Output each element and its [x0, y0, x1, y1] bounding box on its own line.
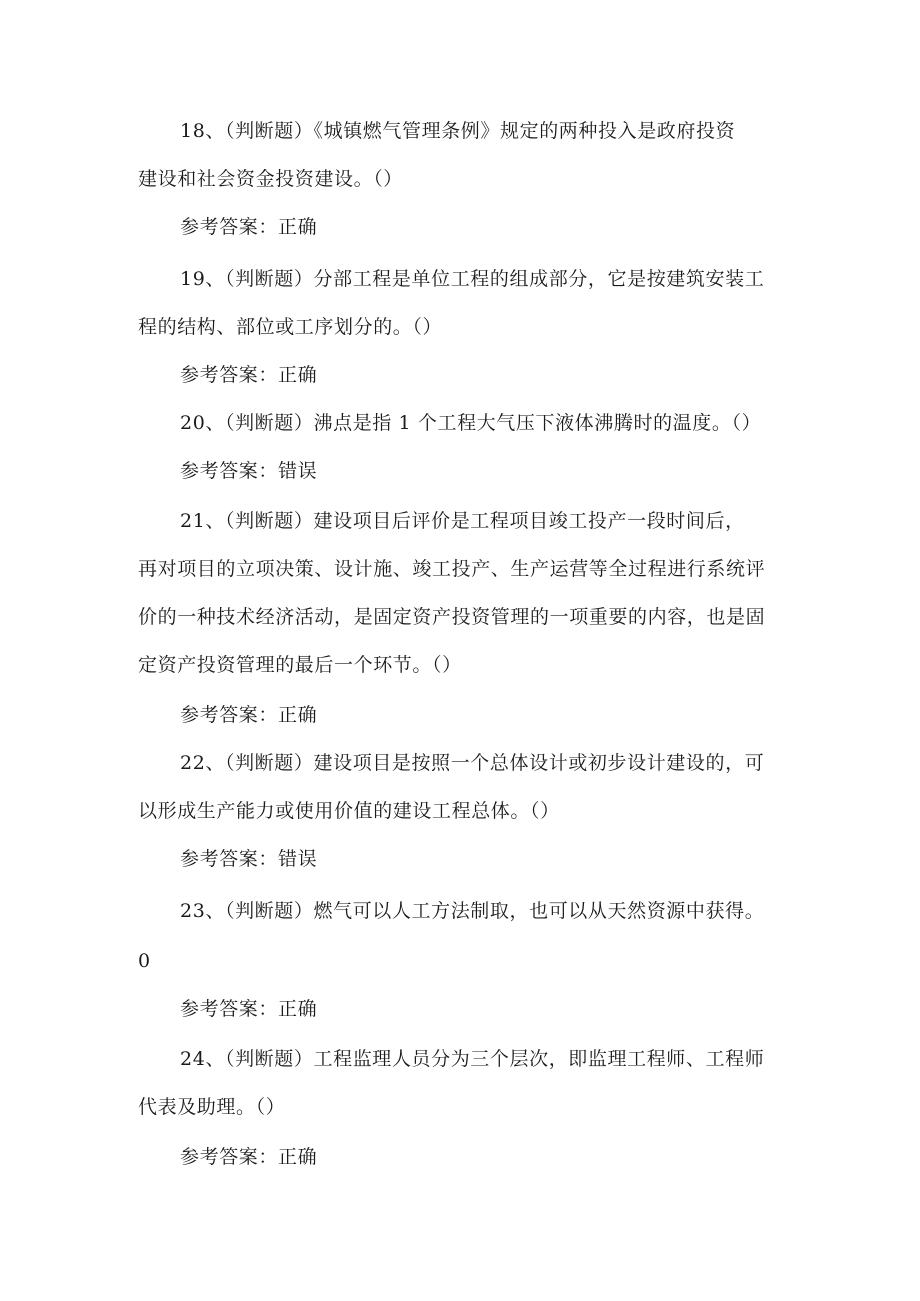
answer-24 — [180, 1144, 317, 1170]
question-text: 建设项目是按照一个总体设计或初步设计建设的，可 — [313, 752, 765, 774]
question-type: （判断题） — [224, 268, 314, 290]
question-24-line-2: 代表及助理。（） — [138, 1096, 286, 1118]
answer-label: 参考答案： — [180, 704, 279, 726]
question-19-line-2: 程的结构、部位或工序划分的。（） — [138, 316, 443, 338]
question-18-line-1 — [180, 118, 735, 144]
question-number: 22、 — [180, 752, 225, 774]
question-23-line-1 — [180, 898, 764, 924]
answer-label: 参考答案： — [180, 998, 279, 1020]
question-type: （判断题） — [224, 1048, 314, 1070]
answer-20 — [180, 458, 317, 484]
question-type: （判断题） — [224, 752, 314, 774]
answer-23 — [180, 996, 317, 1022]
question-23-line-2: 0 — [138, 950, 151, 972]
question-type: （判断题） — [224, 510, 314, 532]
question-number: 23、 — [180, 900, 225, 922]
question-number: 24、 — [180, 1048, 225, 1070]
answer-value: 正确 — [278, 1146, 318, 1168]
question-21-line-4: 定资产投资管理的最后一个环节。（） — [138, 654, 462, 676]
answer-value: 正确 — [278, 364, 318, 386]
answer-label: 参考答案： — [180, 364, 279, 386]
answer-label: 参考答案： — [180, 216, 279, 238]
question-19-line-1 — [180, 266, 764, 292]
question-type: （判断题） — [224, 120, 314, 142]
answer-value: 错误 — [278, 460, 318, 482]
question-22-line-2: 以形成生产能力或使用价值的建设工程总体。（） — [138, 800, 560, 822]
question-text: 沸点是指 1 个工程大气压下液体沸腾时的温度。（） — [313, 412, 762, 434]
question-number: 21、 — [180, 510, 225, 532]
question-text: 《城镇燃气管理条例》规定的两种投入是政府投资 — [313, 120, 736, 142]
question-18-line-2: 建设和社会资金投资建设。（） — [138, 168, 403, 190]
question-text: 建设项目后评价是工程项目竣工投产一段时间后， — [313, 510, 745, 532]
question-24-line-1 — [180, 1046, 764, 1072]
question-number: 19、 — [180, 268, 225, 290]
question-number: 18、 — [180, 120, 225, 142]
question-21-line-3: 价的一种技术经济活动，是固定资产投资管理的一项重要的内容，也是固 — [138, 606, 766, 628]
answer-label: 参考答案： — [180, 848, 279, 870]
question-number: 20、 — [180, 412, 225, 434]
answer-label: 参考答案： — [180, 460, 279, 482]
question-21-line-1 — [180, 508, 745, 534]
question-text: 燃气可以人工方法制取，也可以从天然资源中获得。 — [313, 900, 765, 922]
question-20-line-1 — [180, 410, 761, 436]
answer-21 — [180, 702, 317, 728]
answer-value: 正确 — [278, 704, 318, 726]
question-text: 工程监理人员分为三个层次，即监理工程师、工程师 — [313, 1048, 765, 1070]
question-type: （判断题） — [224, 412, 314, 434]
answer-label: 参考答案： — [180, 1146, 279, 1168]
answer-value: 正确 — [278, 216, 318, 238]
question-22-line-1 — [180, 750, 764, 776]
answer-22 — [180, 846, 317, 872]
question-type: （判断题） — [224, 900, 314, 922]
answer-19 — [180, 362, 317, 388]
answer-value: 正确 — [278, 998, 318, 1020]
question-text: 分部工程是单位工程的组成部分，它是按建筑安装工 — [313, 268, 765, 290]
answer-18 — [180, 214, 317, 240]
question-21-line-2: 再对项目的立项决策、设计施、竣工投产、生产运营等全过程进行系统评 — [138, 558, 766, 580]
answer-value: 错误 — [278, 848, 318, 870]
